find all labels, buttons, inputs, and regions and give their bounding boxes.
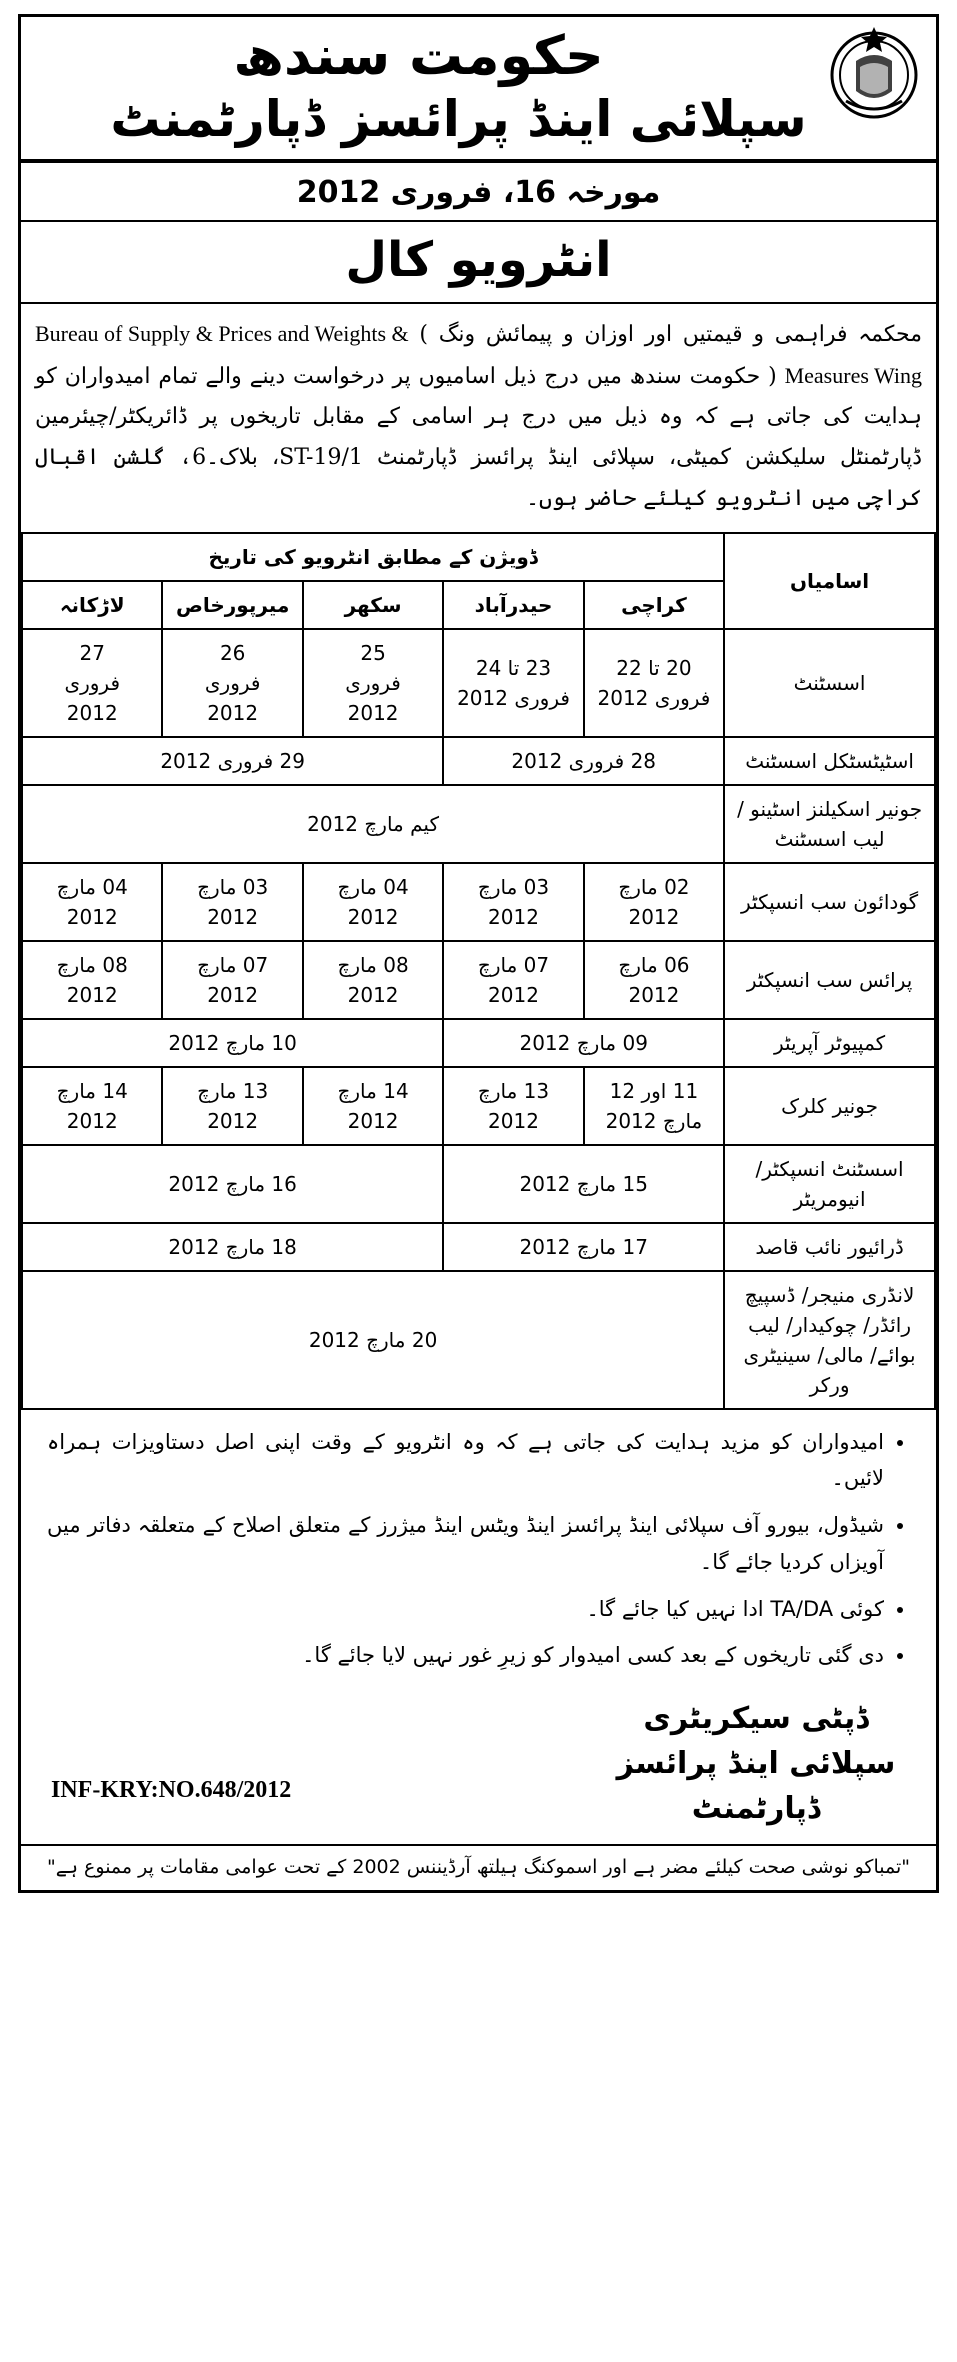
date-cell: 27 فروری 2012 (22, 629, 162, 737)
date-line: مورخہ 16، فروری 2012 (296, 175, 661, 211)
bureau-name-en-2: Measures Wing (784, 362, 922, 388)
col-header-larkana: لاڑکانہ (22, 581, 162, 629)
date-cell: 23 تا 24 فروری 2012 (443, 629, 583, 737)
note-item: • کوئی TA/DA ادا نہیں کیا جائے گا۔ (47, 1591, 884, 1628)
note-item: • امیدواران کو مزید ہدایت کی جاتی ہے کہ وہ انٹرویو کے وقت اپنی اصل دستاویزات ہمراہ لائیں۔ (47, 1424, 884, 1498)
table-row (22, 1019, 935, 1067)
date-cell: 04 مارچ 2012 (303, 863, 443, 941)
post-name-cell: جونیر کلرک (724, 1067, 935, 1145)
interview-schedule-table (21, 532, 936, 1410)
notes-list (47, 1424, 910, 1675)
date-cell: 25 فروری 2012 (303, 629, 443, 737)
post-name-cell: ڈرائیور نائب قاصد (724, 1223, 935, 1271)
table-row (22, 629, 935, 737)
date-cell: کیم مارچ 2012 (22, 785, 724, 863)
date-cell: 09 مارچ 2012 (443, 1019, 724, 1067)
date-cell: 14 مارچ 2012 (303, 1067, 443, 1145)
notice-frame (18, 14, 939, 1893)
note-item: • دی گئی تاریخوں کے بعد کسی امیدوار کو زیرِ غور نہیں لایا جائے گا۔ (47, 1637, 884, 1674)
header (21, 17, 936, 149)
intro-paragraph (21, 304, 936, 531)
signature-title: ڈپٹی سیکریٹری (643, 1701, 869, 1737)
date-cell: 29 فروری 2012 (22, 737, 443, 785)
inf-code: INF-KRY:NO.648/2012 (51, 1777, 292, 1804)
post-name-cell: لانڈری منیجر/ ڈسپیچ رائڈر/ چوکیدار/ لیب بوائے/ مالی/ سینیٹری ورکر (724, 1271, 935, 1409)
table-row (22, 863, 935, 941)
intro-line-3: کی جاتی ہے کہ وہ ذیل میں درج ہر اسامی کے مقابل تاریخوں پر ڈائریکٹر/چیئرمین ڈپارٹمنٹل سلیکشن کمیٹی، سپلائی اینڈ (35, 404, 922, 471)
notice-title: انٹرویو کال (345, 232, 612, 289)
date-cell: 16 مارچ 2012 (22, 1145, 443, 1223)
date-cell: 03 مارچ 2012 (162, 863, 302, 941)
date-cell: 18 مارچ 2012 (22, 1223, 443, 1271)
date-cell: 07 مارچ 2012 (443, 941, 583, 1019)
table-body (22, 629, 935, 1409)
intro-line-1: محکمہ فراہمی و قیمتیں اور اوزان و پیمائش ونگ ) (419, 322, 922, 348)
col-header-sukkur: سکھر (303, 581, 443, 629)
intro-line-4: پرائسز ڈپارٹمنٹ ST-19/1، بلاک۔6، گلشن اقبال کراچی میں انٹرویو کیلئے حاضر ہوں۔ (35, 445, 922, 511)
signature-block (606, 1696, 906, 1831)
date-cell: 03 مارچ 2012 (443, 863, 583, 941)
date-cell: 13 مارچ 2012 (162, 1067, 302, 1145)
post-name-cell: اسسٹنٹ انسپکٹر/ انیومریٹر (724, 1145, 935, 1223)
post-name-cell: کمپیوٹر آپریٹر (724, 1019, 935, 1067)
government-title: حکومت سندھ (233, 24, 604, 87)
table-row (22, 737, 935, 785)
table-header-row-1 (22, 533, 935, 581)
department-title: سپلائی اینڈ پرائسز ڈپارٹمنٹ (110, 90, 807, 149)
date-cell: 28 فروری 2012 (443, 737, 724, 785)
bureau-name-en-1: Bureau of Supply & Prices and Weights & (35, 321, 409, 347)
date-cell: 13 مارچ 2012 (443, 1067, 583, 1145)
table-row (22, 1223, 935, 1271)
note-item: • شیڈول، بیورو آف سپلائی اینڈ پرائسز اینڈ ویٹس اینڈ میژرز کے متعلق اصلاح کے متعلقہ دفاتر میں آویزاں کردیا جائے گا۔ (47, 1507, 884, 1581)
date-cell: 14 مارچ 2012 (22, 1067, 162, 1145)
date-cell: 04 مارچ 2012 (22, 863, 162, 941)
col-header-hyderabad: حیدرآباد (443, 581, 583, 629)
intro-line-2: ( حکومت سندھ میں درج ذیل اسامیوں پر درخواست دینے والے تمام امیدواران کو ہدایت (35, 363, 922, 430)
post-name-cell: اسٹیٹسٹکل اسسٹنٹ (724, 737, 935, 785)
post-name-cell: جونیر اسکیلنز اسٹینو / لیب اسسٹنٹ (724, 785, 935, 863)
post-name-cell: اسسٹنٹ (724, 629, 935, 737)
sindh-government-emblem-icon (826, 21, 922, 129)
date-cell: 07 مارچ 2012 (162, 941, 302, 1019)
col-header-dates: ڈویژن کے مطابق انٹرویو کی تاریخ (22, 533, 724, 581)
post-name-cell: پرائس سب انسپکٹر (724, 941, 935, 1019)
notes-section (21, 1410, 936, 1691)
table-row (22, 1271, 935, 1409)
date-cell: 20 مارچ 2012 (22, 1271, 724, 1409)
table-head (22, 533, 935, 629)
date-cell: 11 اور 12 مارچ 2012 (584, 1067, 724, 1145)
date-cell: 06 مارچ 2012 (584, 941, 724, 1019)
signature-department: سپلائی اینڈ پرائسز ڈپارٹمنٹ (616, 1746, 896, 1827)
table-row (22, 1145, 935, 1223)
table-row (22, 1067, 935, 1145)
date-cell: 08 مارچ 2012 (22, 941, 162, 1019)
date-cell: 10 مارچ 2012 (22, 1019, 443, 1067)
date-cell: 15 مارچ 2012 (443, 1145, 724, 1223)
date-cell: 02 مارچ 2012 (584, 863, 724, 941)
table-row (22, 785, 935, 863)
smoking-warning: "تمباکو نوشی صحت کیلئے مضر ہے اور اسموکنگ ہیلتھ آرڈیننس 2002 کے تحت عوامی مقامات پر ممنوع ہے" (21, 1844, 936, 1890)
col-header-karachi: کراچی (584, 581, 724, 629)
col-header-posts: اسامیاں (724, 533, 935, 629)
date-cell: 17 مارچ 2012 (443, 1223, 724, 1271)
date-cell: 26 فروری 2012 (162, 629, 302, 737)
col-header-mirpurkhas: میرپورخاص (162, 581, 302, 629)
footer (21, 1690, 936, 1838)
table-row (22, 941, 935, 1019)
post-name-cell: گودائون سب انسپکٹر (724, 863, 935, 941)
date-cell: 20 تا 22 فروری 2012 (584, 629, 724, 737)
date-cell: 08 مارچ 2012 (303, 941, 443, 1019)
